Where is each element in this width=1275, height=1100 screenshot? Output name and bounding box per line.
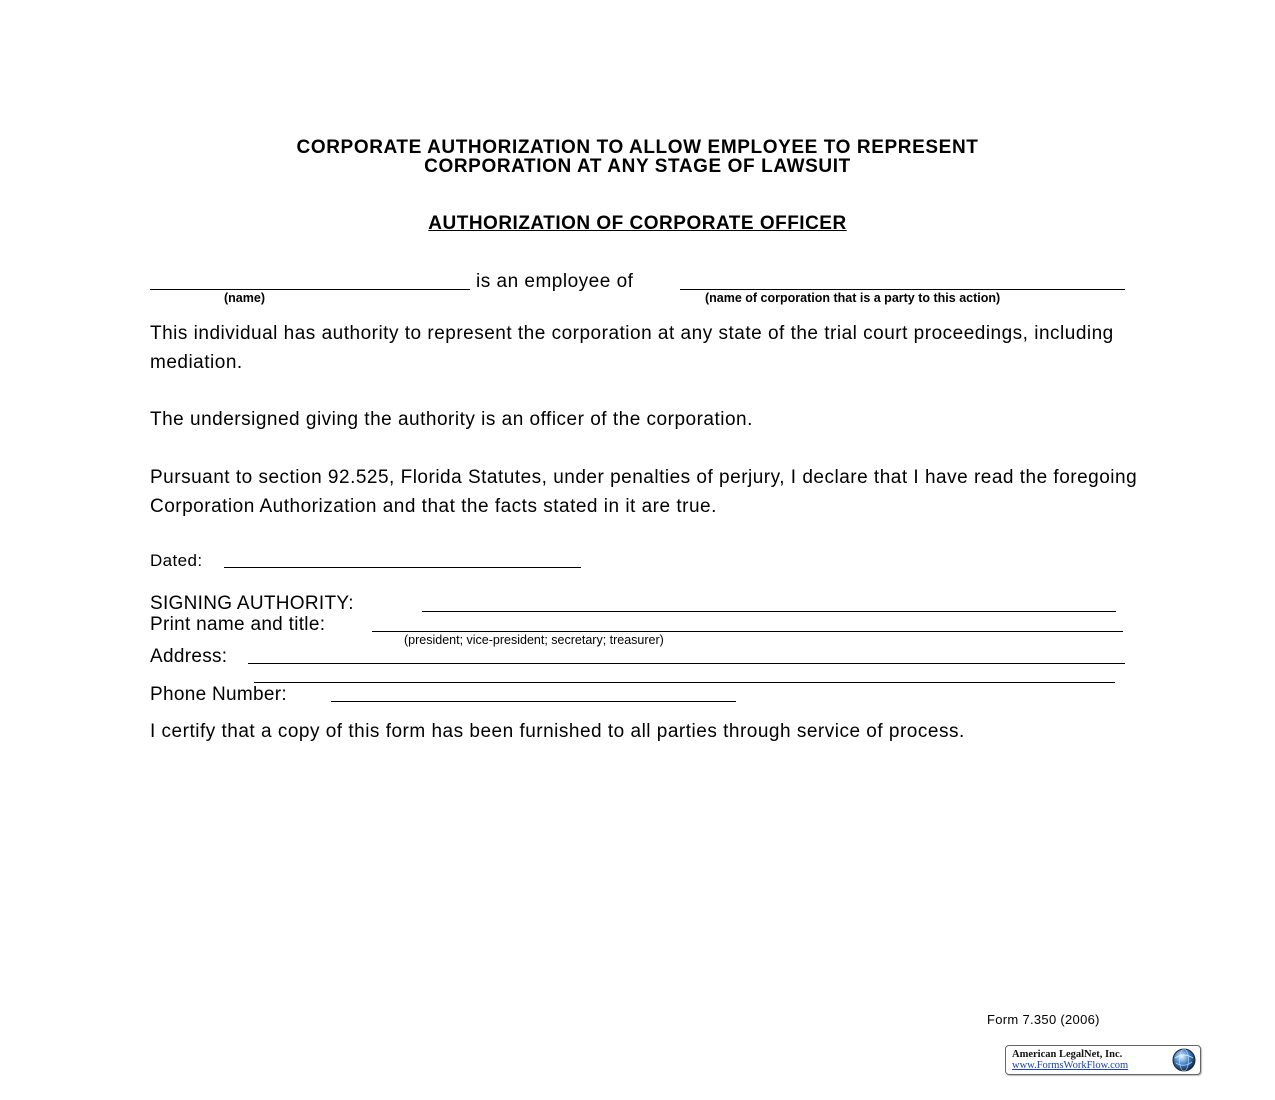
name-caption: (name) — [224, 291, 265, 305]
phone-field[interactable] — [331, 701, 736, 702]
print-name-field[interactable] — [372, 631, 1123, 632]
phone-label: Phone Number: — [150, 684, 287, 705]
publisher-link[interactable]: www.FormsWorkFlow.com — [1012, 1060, 1129, 1071]
dated-field[interactable] — [224, 567, 581, 568]
signing-authority-label: SIGNING AUTHORITY: — [150, 593, 354, 614]
form-number: Form 7.350 (2006) — [987, 1012, 1100, 1027]
employee-connector-text: is an employee of — [476, 271, 634, 292]
certification-paragraph: I certify that a copy of this form has been furnished to all parties through service of process. — [150, 721, 965, 742]
corporation-name-field[interactable] — [680, 289, 1125, 290]
print-name-label: Print name and title: — [150, 614, 326, 635]
print-name-caption: (president; vice-president; secretary; treasurer) — [404, 633, 664, 647]
signing-authority-field[interactable] — [422, 611, 1116, 612]
section-heading: AUTHORIZATION OF CORPORATE OFFICER — [428, 213, 847, 234]
publisher-name: American LegalNet, Inc. — [1012, 1049, 1123, 1060]
globe-icon — [1171, 1048, 1197, 1072]
publisher-logo — [1005, 1045, 1201, 1075]
document-title-line-1: CORPORATE AUTHORIZATION TO ALLOW EMPLOYEE TO REPRESENT — [296, 137, 979, 158]
corporation-caption: (name of corporation that is a party to this action) — [705, 291, 1001, 305]
authority-paragraph: This individual has authority to represent the corporation at any state of the trial court proceedings, including mediation. — [150, 323, 1114, 373]
address-label: Address: — [150, 646, 228, 667]
document-title-line-2: CORPORATION AT ANY STAGE OF LAWSUIT — [424, 156, 851, 177]
officer-paragraph: The undersigned giving the authority is an officer of the corporation. — [150, 409, 753, 430]
employee-name-field[interactable] — [150, 289, 470, 290]
address-field-line-2[interactable] — [254, 682, 1115, 683]
dated-label: Dated: — [150, 551, 203, 570]
declaration-paragraph: Pursuant to section 92.525, Florida Statutes, under penalties of perjury, I declare that I have read the foregoing Corporation Authorization and that the facts stated in it are true. — [150, 467, 1138, 517]
address-field-line-1[interactable] — [248, 663, 1125, 664]
